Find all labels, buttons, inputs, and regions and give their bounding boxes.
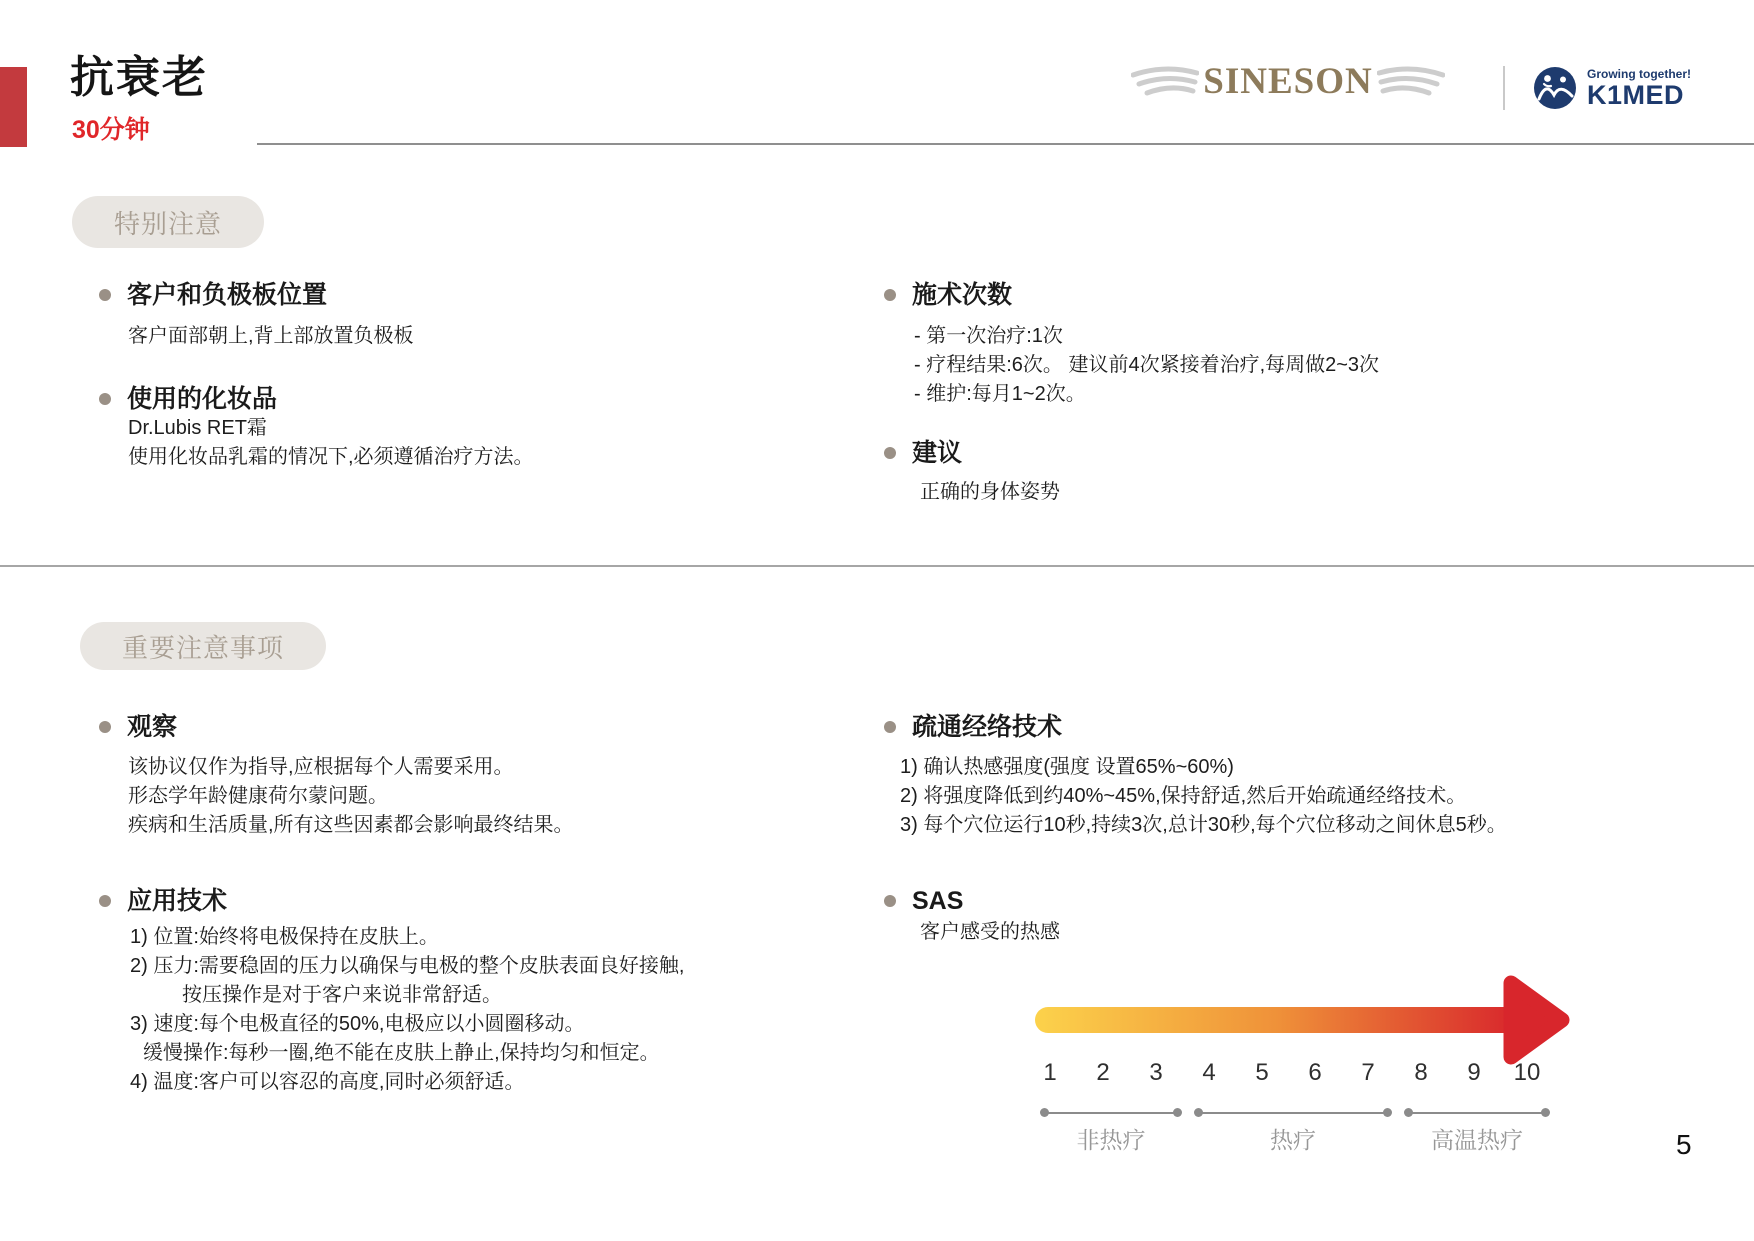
segment-dot bbox=[1173, 1108, 1182, 1117]
item-heading: 应用技术 bbox=[127, 884, 227, 918]
item-body bbox=[920, 918, 1060, 947]
k1med-globe-icon bbox=[1533, 66, 1577, 110]
item-heading: 观察 bbox=[127, 710, 177, 744]
item-heading: 疏通经络技术 bbox=[912, 710, 1062, 744]
scale-tick: 3 bbox=[1149, 1059, 1163, 1086]
item-body bbox=[900, 753, 1507, 840]
scale-tick: 2 bbox=[1096, 1059, 1110, 1086]
sineson-wing-left-icon bbox=[1131, 65, 1199, 99]
scale-tick: 6 bbox=[1308, 1059, 1322, 1086]
segment-dot bbox=[1404, 1108, 1413, 1117]
scale-tick: 5 bbox=[1255, 1059, 1269, 1086]
body-line: 4) 温度:客户可以容忍的高度,同时必须舒适。 bbox=[130, 1071, 525, 1093]
scale-tick: 7 bbox=[1361, 1059, 1375, 1086]
body-line: 1) 确认热感强度(强度 设置65%~60%) bbox=[900, 756, 1234, 778]
item-heading: 建议 bbox=[912, 436, 962, 470]
logo-divider bbox=[1503, 66, 1505, 110]
item-body bbox=[130, 923, 684, 1097]
item-body bbox=[920, 478, 1060, 507]
zone-label: 高温热疗 bbox=[1431, 1127, 1523, 1153]
zone-label: 非热疗 bbox=[1076, 1127, 1146, 1153]
section-badge-special: 特别注意 bbox=[72, 196, 264, 248]
scale-tick: 8 bbox=[1414, 1059, 1428, 1086]
item-body bbox=[128, 322, 414, 351]
scale-segment bbox=[1042, 1112, 1180, 1114]
bullet-icon bbox=[884, 721, 896, 733]
body-line: 疾病和生活质量,所有这些因素都会影响最终结果。 bbox=[128, 814, 574, 836]
item-body bbox=[128, 414, 534, 472]
body-line: 使用化妆品乳霜的情况下,必须遵循治疗方法。 bbox=[128, 446, 534, 468]
item-body bbox=[914, 322, 1379, 409]
scale-tick: 10 bbox=[1513, 1059, 1541, 1086]
k1med-wordmark: K1MED bbox=[1587, 80, 1685, 110]
page-number: 5 bbox=[1676, 1129, 1692, 1160]
bullet-icon bbox=[99, 393, 111, 405]
segment-dot bbox=[1383, 1108, 1392, 1117]
body-line: 正确的身体姿势 bbox=[920, 481, 1060, 503]
body-line: 2) 将强度降低到约40%~45%,保持舒适,然后开始疏通经络技术。 bbox=[900, 785, 1467, 807]
body-line: - 第一次治疗:1次 bbox=[914, 325, 1063, 347]
section-rule bbox=[0, 565, 1754, 567]
k1med-logo bbox=[1533, 66, 1691, 110]
scale-tick: 1 bbox=[1043, 1059, 1057, 1086]
body-line: Dr.Lubis RET霜 bbox=[128, 417, 267, 439]
bullet-icon bbox=[884, 447, 896, 459]
body-line: - 疗程结果:6次。 建议前4次紧接着治疗,每周做2~3次 bbox=[914, 354, 1380, 376]
segment-dot bbox=[1194, 1108, 1203, 1117]
zone-label: 热疗 bbox=[1270, 1127, 1316, 1153]
bullet-icon bbox=[99, 289, 111, 301]
section-badge-important: 重要注意事项 bbox=[80, 622, 326, 670]
scale-tick: 4 bbox=[1202, 1059, 1216, 1086]
item-heading: 使用的化妆品 bbox=[127, 382, 277, 416]
body-line: 按压操作是对于客户来说非常舒适。 bbox=[182, 984, 502, 1006]
body-line: - 维护:每月1~2次。 bbox=[914, 383, 1086, 405]
item-heading: SAS bbox=[912, 884, 963, 918]
body-line: 该协议仅作为指导,应根据每个人需要采用。 bbox=[128, 756, 514, 778]
page-title: 抗衰老 bbox=[70, 53, 208, 102]
sineson-wordmark: SINESON bbox=[1203, 61, 1373, 102]
bullet-icon bbox=[884, 289, 896, 301]
body-line: 3) 速度:每个电极直径的50%,电极应以小圆圈移动。 bbox=[130, 1013, 585, 1035]
body-line: 形态学年龄健康荷尔蒙问题。 bbox=[128, 785, 388, 807]
body-line: 客户面部朝上,背上部放置负极板 bbox=[128, 325, 414, 347]
item-heading: 施术次数 bbox=[912, 278, 1012, 312]
sineson-wing-right-icon bbox=[1377, 65, 1445, 99]
segment-dot bbox=[1541, 1108, 1550, 1117]
body-line: 1) 位置:始终将电极保持在皮肤上。 bbox=[130, 926, 439, 948]
k1med-tagline: Growing together! bbox=[1587, 67, 1691, 81]
scale-tick: 9 bbox=[1467, 1059, 1481, 1086]
bullet-icon bbox=[884, 895, 896, 907]
body-line: 客户感受的热感 bbox=[920, 921, 1060, 943]
bullet-icon bbox=[99, 895, 111, 907]
heat-gradient-arrow bbox=[1032, 970, 1572, 1065]
duration-label: 30分钟 bbox=[72, 116, 150, 144]
scale-segment bbox=[1196, 1112, 1390, 1114]
segment-dot bbox=[1040, 1108, 1049, 1117]
header-rule bbox=[257, 143, 1754, 145]
item-body bbox=[128, 753, 574, 840]
body-line: 2) 压力:需要稳固的压力以确保与电极的整个皮肤表面良好接触, bbox=[130, 955, 685, 977]
scale-segment bbox=[1406, 1112, 1548, 1114]
body-line: 3) 每个穴位运行10秒,持续3次,总计30秒,每个穴位移动之间休息5秒。 bbox=[900, 814, 1507, 836]
body-line: 缓慢操作:每秒一圈,绝不能在皮肤上静止,保持均匀和恒定。 bbox=[143, 1042, 660, 1064]
accent-bar bbox=[0, 67, 27, 147]
sineson-logo bbox=[1130, 60, 1446, 104]
item-heading: 客户和负极板位置 bbox=[127, 278, 327, 312]
bullet-icon bbox=[99, 721, 111, 733]
